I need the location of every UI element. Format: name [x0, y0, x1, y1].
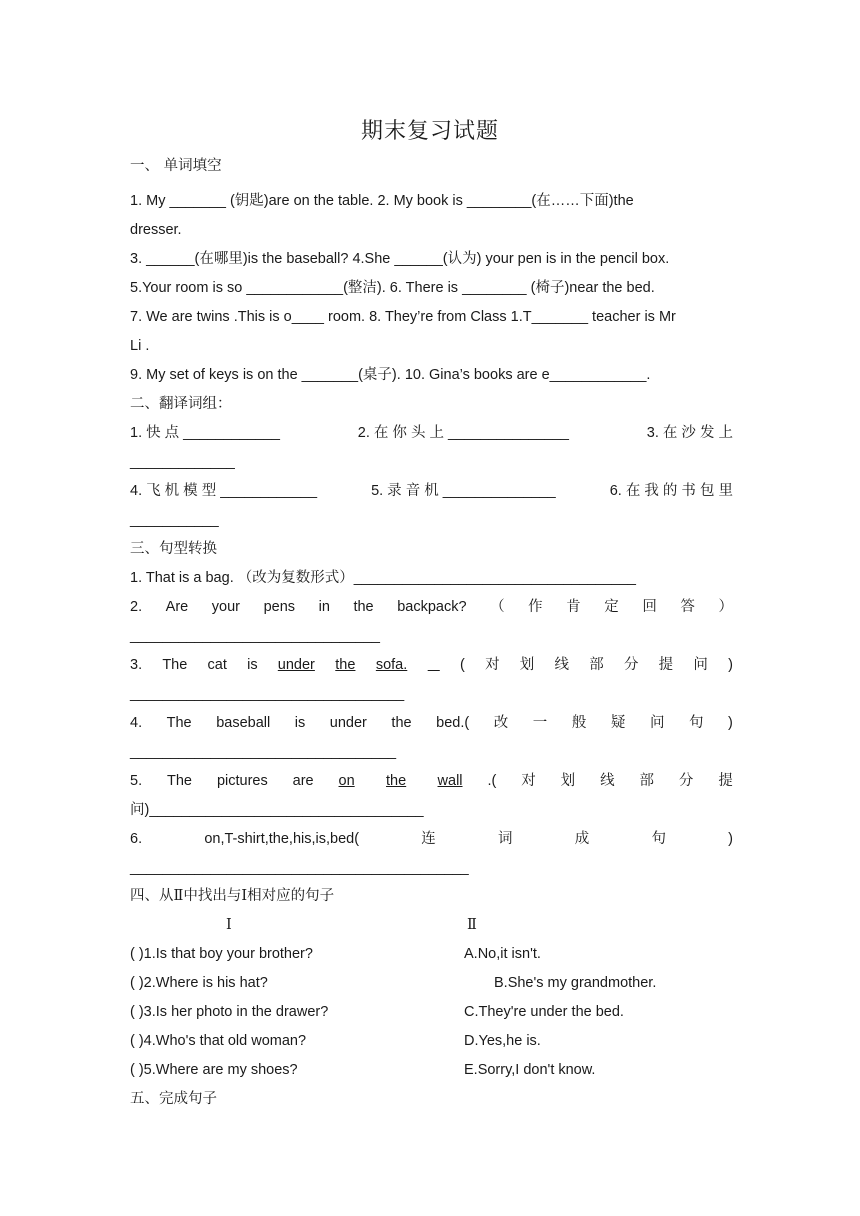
phrase-4: 4. 飞 机 模 型 ____________	[130, 483, 318, 499]
phrase-3: 3. 在 沙 发 上	[646, 425, 733, 441]
match-right-b: B.She's my grandmother.	[494, 975, 657, 991]
word: 改	[493, 715, 509, 731]
word: Are	[165, 599, 189, 615]
match-right-a: A.No,it isn't.	[464, 946, 541, 962]
word: 6.	[130, 831, 143, 847]
phrase-row-2-blank: ___________	[130, 512, 219, 528]
underlined-phrase	[339, 771, 463, 791]
transform-5-cont: 问)__________________________________	[130, 802, 424, 818]
section-3-heading: 三、句型转换	[130, 541, 217, 557]
column-2-header: Ⅱ	[467, 917, 477, 933]
transform-4	[130, 713, 733, 733]
word: baseball	[216, 715, 271, 731]
word: 部	[589, 657, 604, 673]
transform-2-blank: _______________________________	[130, 628, 380, 644]
word: on,T-shirt,the,his,is,bed(	[204, 831, 360, 847]
phrase-1: 1. 快 点 ____________	[130, 425, 280, 441]
word: under	[277, 657, 315, 673]
word: bed.(	[436, 715, 470, 731]
word: 句	[688, 715, 704, 731]
match-right-c: C.They're under the bed.	[464, 1004, 624, 1020]
word: on	[338, 773, 355, 789]
word: pens	[263, 599, 296, 615]
word: are	[292, 773, 314, 789]
match-right-e: E.Sorry,I don't know.	[464, 1062, 596, 1078]
question-1-2-cont: dresser.	[130, 222, 182, 238]
word	[428, 655, 440, 675]
match-left-3: ( )3.Is her photo in the drawer?	[130, 1004, 329, 1020]
word: The	[162, 657, 188, 673]
word: 分	[623, 657, 639, 673]
word: .(	[487, 773, 497, 789]
word: 划	[560, 773, 576, 789]
section-1-heading: 一、 单词填空	[130, 158, 222, 174]
column-1-header: Ⅰ	[226, 917, 232, 933]
word: 划	[519, 657, 535, 673]
word: your	[211, 599, 241, 615]
word: 定	[604, 599, 619, 615]
word: 对	[485, 657, 500, 673]
word: sofa.	[375, 657, 408, 673]
question-7-8: 7. We are twins .This is o____ room. 8. They’re from Class 1.T_______ teacher is Mr	[130, 309, 676, 325]
section-5-heading: 五、完成句子	[130, 1091, 217, 1107]
phrase-6: 6. 在 我 的 书 包 里	[609, 483, 733, 499]
question-9-10: 9. My set of keys is on the _______(桌子). 10. Gina’s books are e____________.	[130, 367, 651, 383]
word: 提	[658, 657, 674, 673]
word: 线	[600, 773, 615, 789]
word: the	[335, 657, 356, 673]
word: the	[386, 773, 407, 789]
match-left-1: ( )1.Is that boy your brother?	[130, 946, 313, 962]
word: 作	[528, 599, 543, 615]
word: pictures	[216, 773, 268, 789]
word: 疑	[610, 715, 626, 731]
word: 答	[680, 599, 695, 615]
word: the	[391, 715, 412, 731]
question-5-6: 5.Your room is so ____________(整洁). 6. There is ________ (椅子)near the bed.	[130, 280, 655, 296]
word: is	[294, 715, 306, 731]
word: in	[318, 599, 330, 615]
word: the	[353, 599, 374, 615]
transform-5	[130, 771, 733, 791]
section-2-heading: 二、翻译词组：	[130, 396, 232, 412]
transform-6-blank: __________________________________________	[130, 860, 469, 876]
word: 句	[651, 831, 666, 847]
word: 问	[649, 715, 665, 731]
word: backpack?	[397, 599, 467, 615]
phrase-5: 5. 录 音 机 ______________	[371, 483, 556, 499]
word: The	[166, 715, 192, 731]
word: 对	[521, 773, 536, 789]
match-left-5: ( )5.Where are my shoes?	[130, 1062, 298, 1078]
question-1-2: 1. My _______ (钥匙)are on the table. 2. My book is ________(在……下面)the	[130, 193, 634, 209]
word: ）	[718, 599, 733, 615]
word: 问	[693, 657, 708, 673]
word: The	[167, 773, 193, 789]
word: 3.	[130, 657, 143, 673]
transform-6	[130, 829, 733, 849]
word: under	[329, 715, 367, 731]
word: 2.	[130, 599, 143, 615]
match-left-2: ( )2.Where is his hat?	[130, 975, 268, 991]
word: 分	[678, 773, 694, 789]
page-title: 期末复习试题	[360, 119, 499, 144]
word: cat	[207, 657, 227, 673]
word: 回	[642, 599, 657, 615]
word: )	[728, 831, 733, 847]
underlined-phrase	[278, 655, 440, 675]
transform-4-blank: _________________________________	[130, 744, 397, 760]
word: is	[247, 657, 258, 673]
match-right-d: D.Yes,he is.	[464, 1033, 541, 1049]
word: （	[490, 599, 505, 615]
transform-3-blank: __________________________________	[130, 686, 405, 702]
transform-3	[130, 655, 733, 675]
word: 连	[421, 831, 436, 847]
transform-1: 1. That is a bag. （改为复数形式）___________________________________	[130, 570, 636, 586]
word: )	[728, 657, 733, 673]
phrase-2: 2. 在 你 头 上 _______________	[357, 425, 569, 441]
phrase-row-1-blank: _____________	[130, 454, 235, 470]
transform-2	[130, 597, 733, 617]
word: (	[460, 657, 465, 673]
word: 成	[574, 831, 590, 847]
word: 4.	[130, 715, 143, 731]
word: 肯	[566, 599, 581, 615]
match-left-4: ( )4.Who's that old woman?	[130, 1033, 307, 1049]
phrase-row-2	[130, 481, 733, 501]
phrase-row-1	[130, 423, 733, 443]
word: 一	[532, 715, 548, 731]
word: 线	[554, 657, 570, 673]
section-4-heading: 四、从Ⅱ中找出与Ⅰ相对应的句子	[130, 888, 335, 904]
word: 部	[639, 773, 654, 789]
word: )	[728, 715, 733, 731]
word: 般	[571, 715, 587, 731]
word: 提	[718, 773, 733, 789]
question-7-8-cont: Li .	[130, 338, 150, 354]
word: 5.	[130, 773, 143, 789]
word: wall	[437, 773, 463, 789]
question-3-4: 3. ______(在哪里)is the baseball? 4.She ______(认为) your pen is in the pencil box.	[130, 251, 670, 267]
word: 词	[498, 831, 513, 847]
